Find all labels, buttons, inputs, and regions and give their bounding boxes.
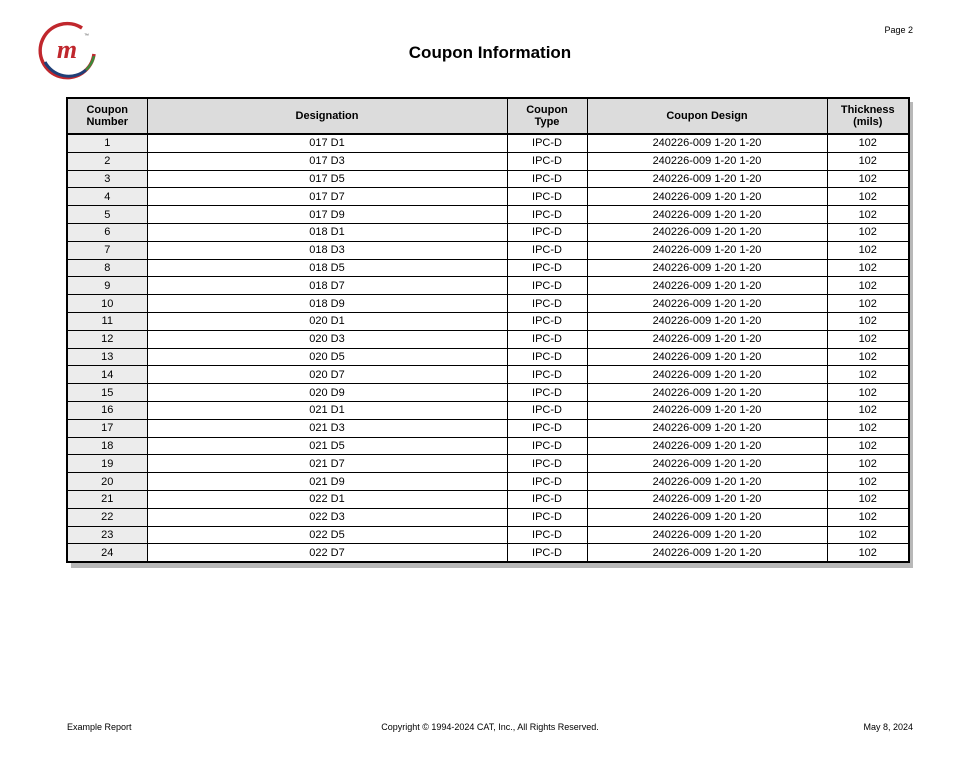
col-coupon-design-cell: 240226-009 1-20 1-20 [587, 490, 827, 508]
table-row [67, 330, 909, 348]
col-coupon-design-cell: 240226-009 1-20 1-20 [587, 259, 827, 277]
col-coupon-number-cell: 1 [67, 134, 147, 152]
col-designation-cell: 017 D1 [147, 134, 507, 152]
table-row [67, 295, 909, 313]
page-number: Page 2 [884, 25, 913, 35]
col-coupon-design-cell: 240226-009 1-20 1-20 [587, 206, 827, 224]
table-row [67, 508, 909, 526]
col-coupon-design-header: Coupon Design [587, 98, 827, 134]
col-coupon-design-cell: 240226-009 1-20 1-20 [587, 544, 827, 562]
col-designation-cell: 020 D7 [147, 366, 507, 384]
col-thickness-cell: 102 [827, 366, 909, 384]
table-row [67, 419, 909, 437]
table-row [67, 259, 909, 277]
col-coupon-number-cell: 18 [67, 437, 147, 455]
col-coupon-design-cell: 240226-009 1-20 1-20 [587, 223, 827, 241]
table-row [67, 348, 909, 366]
col-coupon-design-cell: 240226-009 1-20 1-20 [587, 312, 827, 330]
col-coupon-type-cell: IPC-D [507, 206, 587, 224]
col-coupon-number-cell: 6 [67, 223, 147, 241]
col-coupon-type-cell: IPC-D [507, 223, 587, 241]
col-thickness-cell: 102 [827, 170, 909, 188]
col-thickness-cell: 102 [827, 223, 909, 241]
coupon-table [66, 97, 910, 563]
table-row [67, 455, 909, 473]
col-designation-cell: 017 D5 [147, 170, 507, 188]
col-designation-cell: 021 D9 [147, 473, 507, 491]
col-designation-cell: 022 D3 [147, 508, 507, 526]
col-coupon-design-cell: 240226-009 1-20 1-20 [587, 241, 827, 259]
col-designation-cell: 018 D7 [147, 277, 507, 295]
col-coupon-number-cell: 21 [67, 490, 147, 508]
col-coupon-type-cell: IPC-D [507, 259, 587, 277]
coupon-table-container [66, 97, 908, 563]
col-designation-cell: 020 D3 [147, 330, 507, 348]
col-coupon-type-cell: IPC-D [507, 401, 587, 419]
col-coupon-number-header: Coupon Number [67, 98, 147, 134]
col-coupon-type-cell: IPC-D [507, 544, 587, 562]
table-row [67, 152, 909, 170]
col-coupon-design-cell: 240226-009 1-20 1-20 [587, 437, 827, 455]
col-thickness-cell: 102 [827, 490, 909, 508]
col-coupon-type-cell: IPC-D [507, 473, 587, 491]
col-designation-cell: 022 D7 [147, 544, 507, 562]
col-coupon-number-cell: 20 [67, 473, 147, 491]
table-row [67, 223, 909, 241]
table-row [67, 401, 909, 419]
col-coupon-type-cell: IPC-D [507, 419, 587, 437]
col-thickness-cell: 102 [827, 544, 909, 562]
col-designation-cell: 018 D1 [147, 223, 507, 241]
col-coupon-number-cell: 7 [67, 241, 147, 259]
table-row [67, 490, 909, 508]
col-coupon-number-cell: 14 [67, 366, 147, 384]
col-coupon-number-cell: 24 [67, 544, 147, 562]
col-designation-cell: 018 D9 [147, 295, 507, 313]
col-coupon-type-cell: IPC-D [507, 526, 587, 544]
col-coupon-type-cell: IPC-D [507, 366, 587, 384]
col-coupon-number-cell: 9 [67, 277, 147, 295]
table-row [67, 526, 909, 544]
col-thickness-cell: 102 [827, 152, 909, 170]
col-thickness-cell: 102 [827, 401, 909, 419]
col-coupon-number-cell: 23 [67, 526, 147, 544]
col-coupon-type-cell: IPC-D [507, 490, 587, 508]
col-coupon-type-cell: IPC-D [507, 437, 587, 455]
col-designation-cell: 017 D7 [147, 188, 507, 206]
col-coupon-number-cell: 5 [67, 206, 147, 224]
col-coupon-design-cell: 240226-009 1-20 1-20 [587, 348, 827, 366]
col-coupon-number-cell: 16 [67, 401, 147, 419]
footer-date: May 8, 2024 [863, 722, 913, 732]
col-designation-cell: 021 D7 [147, 455, 507, 473]
footer-copyright: Copyright © 1994-2024 CAT, Inc., All Rights Reserved. [381, 722, 599, 732]
col-coupon-number-cell: 10 [67, 295, 147, 313]
col-coupon-design-cell: 240226-009 1-20 1-20 [587, 473, 827, 491]
footer-report-name: Example Report [67, 722, 132, 732]
col-coupon-design-cell: 240226-009 1-20 1-20 [587, 384, 827, 402]
col-coupon-design-cell: 240226-009 1-20 1-20 [587, 295, 827, 313]
table-row [67, 544, 909, 562]
col-thickness-cell: 102 [827, 277, 909, 295]
col-designation-header: Designation [147, 98, 507, 134]
col-coupon-number-cell: 19 [67, 455, 147, 473]
col-designation-cell: 021 D5 [147, 437, 507, 455]
col-thickness-cell: 102 [827, 473, 909, 491]
col-designation-cell: 018 D5 [147, 259, 507, 277]
col-thickness-cell: 102 [827, 259, 909, 277]
col-coupon-type-cell: IPC-D [507, 348, 587, 366]
col-coupon-design-cell: 240226-009 1-20 1-20 [587, 526, 827, 544]
col-designation-cell: 017 D9 [147, 206, 507, 224]
col-thickness-cell: 102 [827, 348, 909, 366]
table-row [67, 277, 909, 295]
col-coupon-design-cell: 240226-009 1-20 1-20 [587, 277, 827, 295]
table-row [67, 384, 909, 402]
col-designation-cell: 020 D1 [147, 312, 507, 330]
table-row [67, 473, 909, 491]
table-row [67, 241, 909, 259]
col-coupon-number-cell: 3 [67, 170, 147, 188]
col-thickness-cell: 102 [827, 295, 909, 313]
col-coupon-design-cell: 240226-009 1-20 1-20 [587, 366, 827, 384]
col-coupon-type-cell: IPC-D [507, 455, 587, 473]
col-thickness-header: Thickness (mils) [827, 98, 909, 134]
col-thickness-cell: 102 [827, 526, 909, 544]
table-row [67, 366, 909, 384]
table-body [67, 134, 909, 562]
col-coupon-type-header: Coupon Type [507, 98, 587, 134]
col-thickness-cell: 102 [827, 508, 909, 526]
col-coupon-type-cell: IPC-D [507, 188, 587, 206]
col-coupon-type-cell: IPC-D [507, 295, 587, 313]
col-coupon-type-cell: IPC-D [507, 152, 587, 170]
col-coupon-number-cell: 15 [67, 384, 147, 402]
col-thickness-cell: 102 [827, 188, 909, 206]
col-coupon-number-cell: 2 [67, 152, 147, 170]
col-designation-cell: 020 D9 [147, 384, 507, 402]
table-row [67, 437, 909, 455]
col-coupon-design-cell: 240226-009 1-20 1-20 [587, 508, 827, 526]
col-thickness-cell: 102 [827, 437, 909, 455]
col-coupon-number-cell: 13 [67, 348, 147, 366]
col-coupon-number-cell: 4 [67, 188, 147, 206]
col-thickness-cell: 102 [827, 330, 909, 348]
svg-text:™: ™ [84, 33, 89, 39]
svg-text:m: m [56, 35, 78, 64]
col-coupon-design-cell: 240226-009 1-20 1-20 [587, 134, 827, 152]
col-thickness-cell: 102 [827, 241, 909, 259]
col-thickness-cell: 102 [827, 134, 909, 152]
col-thickness-cell: 102 [827, 455, 909, 473]
col-designation-cell: 021 D1 [147, 401, 507, 419]
col-coupon-number-cell: 12 [67, 330, 147, 348]
col-coupon-number-cell: 8 [67, 259, 147, 277]
table-row [67, 134, 909, 152]
table-row [67, 206, 909, 224]
col-thickness-cell: 102 [827, 384, 909, 402]
table-header-row [67, 98, 909, 134]
col-coupon-design-cell: 240226-009 1-20 1-20 [587, 152, 827, 170]
col-coupon-design-cell: 240226-009 1-20 1-20 [587, 401, 827, 419]
col-thickness-cell: 102 [827, 419, 909, 437]
col-designation-cell: 020 D5 [147, 348, 507, 366]
table-row [67, 312, 909, 330]
col-coupon-type-cell: IPC-D [507, 330, 587, 348]
table-row [67, 170, 909, 188]
col-designation-cell: 022 D1 [147, 490, 507, 508]
col-coupon-design-cell: 240226-009 1-20 1-20 [587, 419, 827, 437]
col-coupon-number-cell: 11 [67, 312, 147, 330]
col-coupon-design-cell: 240226-009 1-20 1-20 [587, 188, 827, 206]
col-coupon-type-cell: IPC-D [507, 277, 587, 295]
col-coupon-design-cell: 240226-009 1-20 1-20 [587, 455, 827, 473]
col-designation-cell: 022 D5 [147, 526, 507, 544]
col-coupon-design-cell: 240226-009 1-20 1-20 [587, 330, 827, 348]
col-coupon-type-cell: IPC-D [507, 384, 587, 402]
col-coupon-number-cell: 22 [67, 508, 147, 526]
page-title: Coupon Information [408, 43, 572, 62]
col-designation-cell: 021 D3 [147, 419, 507, 437]
col-thickness-cell: 102 [827, 312, 909, 330]
col-coupon-type-cell: IPC-D [507, 134, 587, 152]
col-thickness-cell: 102 [827, 206, 909, 224]
col-coupon-type-cell: IPC-D [507, 312, 587, 330]
col-coupon-design-cell: 240226-009 1-20 1-20 [587, 170, 827, 188]
col-coupon-type-cell: IPC-D [507, 241, 587, 259]
table-row [67, 188, 909, 206]
col-coupon-number-cell: 17 [67, 419, 147, 437]
col-coupon-type-cell: IPC-D [507, 508, 587, 526]
col-designation-cell: 018 D3 [147, 241, 507, 259]
col-designation-cell: 017 D3 [147, 152, 507, 170]
col-coupon-type-cell: IPC-D [507, 170, 587, 188]
